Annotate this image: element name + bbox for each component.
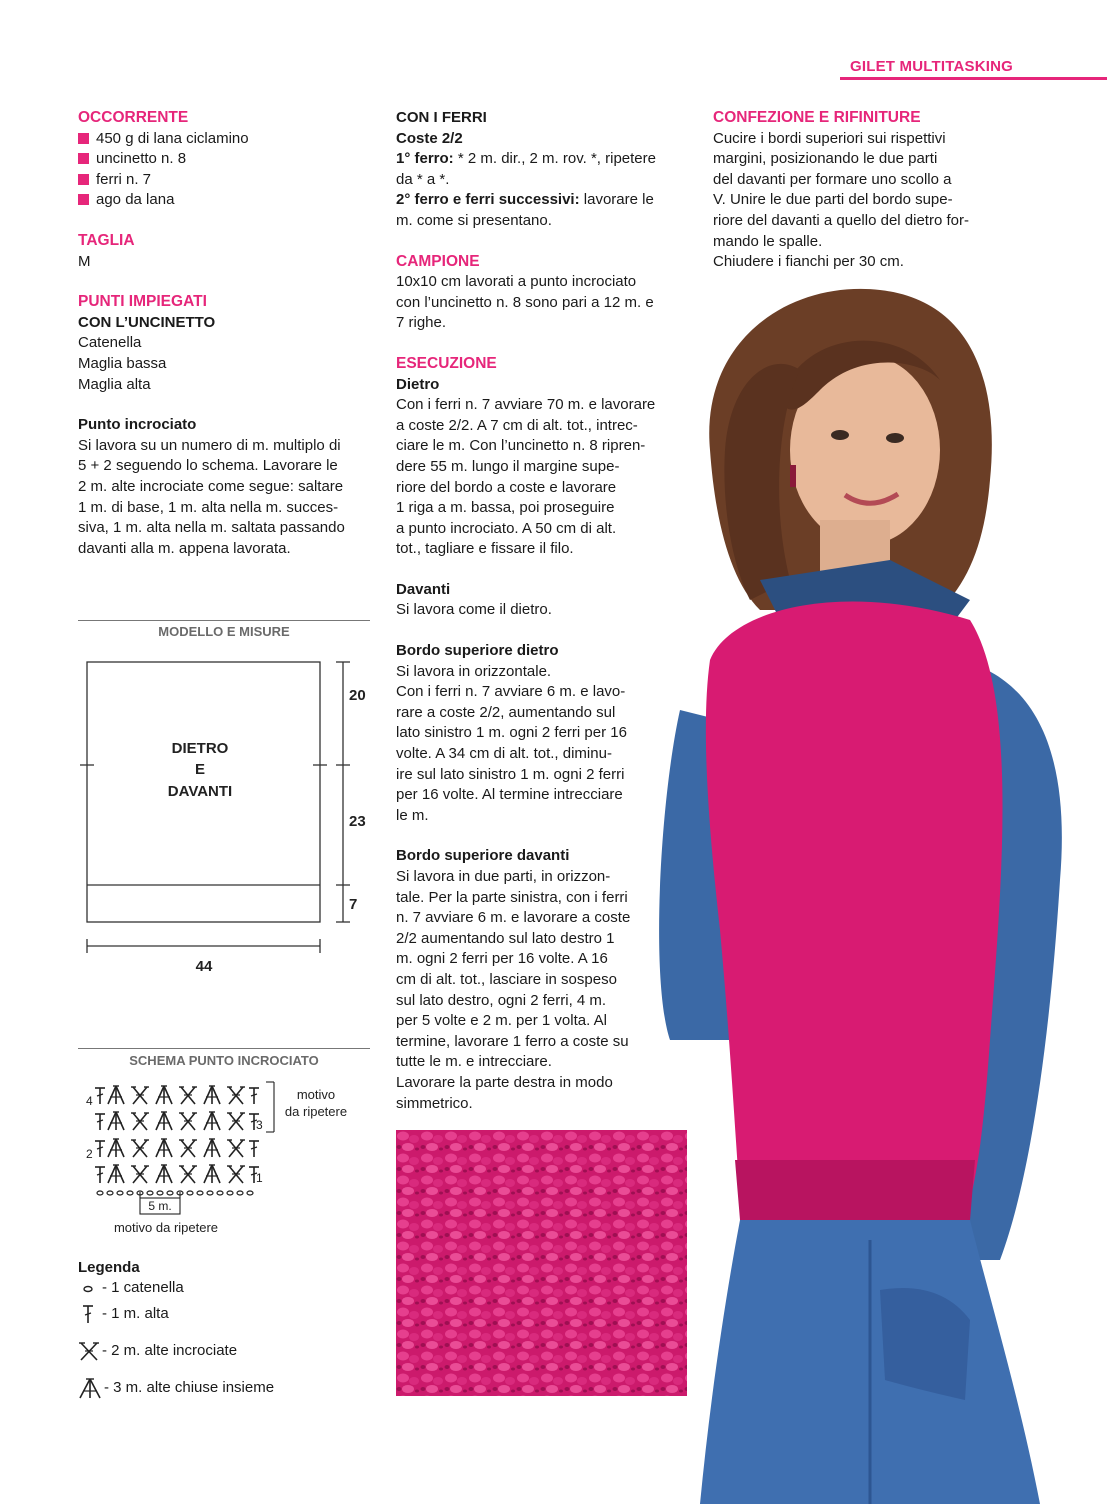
text-line: dere 55 m. lungo il margine supe- — [396, 457, 620, 475]
text-line: rare a coste 2/2, aumentando sul — [396, 703, 616, 721]
davanti-title: Davanti — [396, 580, 451, 598]
text-line: n. 7 avviare 6 m. e lavorare a coste — [396, 909, 631, 927]
material-item: 450 g di lana ciclamino — [78, 129, 372, 150]
text-line: 10x10 cm lavorati a punto incrociato — [396, 273, 637, 291]
chart-row-4 — [95, 1086, 259, 1104]
text-line: cm di alt. tot., lasciare in sospeso — [396, 970, 617, 988]
text-line: davanti alla m. appena lavorata. — [78, 539, 291, 557]
repeat-side-label: motivo — [296, 1087, 336, 1102]
section-rule — [78, 620, 370, 621]
text-line: con l’uncinetto n. 8 sono pari a 12 m. e — [396, 293, 654, 311]
schematic-diagram — [70, 650, 380, 980]
stitch-chart — [78, 1074, 378, 1244]
text-line: siva, 1 m. alta nella m. saltata passando — [78, 519, 345, 537]
taglia-value: M — [78, 252, 91, 270]
text-line: tale. Per la parte sinistra, con i ferri — [396, 888, 628, 906]
chart-row-1 — [95, 1165, 259, 1183]
text-line: volte. A 34 cm di alt. tot., diminu- — [396, 745, 612, 763]
bullet-square-icon — [78, 174, 89, 185]
measure-width: 44 — [195, 958, 213, 975]
material-item: ago da lana — [78, 190, 372, 211]
dietro-title: Dietro — [396, 375, 440, 393]
stitch-item: Catenella — [78, 334, 142, 352]
measure-middle: 23 — [349, 813, 366, 830]
page-section-title: GILET MULTITASKING — [850, 58, 1014, 75]
punto-incrociato-title: Punto incrociato — [78, 416, 197, 434]
panel-label: DIETRO — [171, 740, 229, 757]
coste-title: Coste 2/2 — [396, 129, 463, 147]
text-line: riore del davanti a quello del dietro for- — [713, 211, 969, 229]
text-line: ire sul lato sinistro 1 m. ogni 2 ferri — [396, 765, 625, 783]
text-line: 1 m. di base, 1 m. alta nella m. succes- — [78, 498, 339, 516]
stitch-item: Maglia bassa — [78, 354, 167, 372]
row-number: 1 — [256, 1171, 263, 1185]
text-line: per 16 volte. Al termine intrecciare — [396, 786, 623, 804]
legend — [78, 1258, 372, 1279]
text-line: lato sinistro 1 m. ogni 2 ferri per 16 — [396, 724, 627, 742]
text-line: sul lato destro, ogni 2 ferri, 4 m. — [396, 991, 607, 1009]
text-line: 5 + 2 seguendo lo schema. Lavorare le — [78, 457, 338, 475]
text-line: riore del bordo a coste e lavorare — [396, 478, 617, 496]
text-line: a punto incrociato. A 50 cm di alt. — [396, 519, 617, 537]
column-materials — [78, 108, 372, 559]
bullet-square-icon — [78, 194, 89, 205]
text-line: V. Unire le due parti del bordo supe- — [713, 191, 953, 209]
text-line: 2° ferro e ferri successivi: lavorare le — [396, 191, 654, 209]
bordo-dietro-title: Bordo superiore dietro — [396, 642, 559, 660]
chain-row — [97, 1191, 253, 1195]
legend-item: - 2 m. alte incrociate — [78, 1339, 237, 1363]
chart-row-2 — [95, 1139, 259, 1157]
text-line: Chiudere i fianchi per 30 cm. — [713, 253, 904, 271]
chart-row-3 — [95, 1112, 259, 1130]
header-rule — [840, 77, 1107, 80]
text-line: tutte le m. e intrecciare. — [396, 1053, 552, 1071]
subheading-uncinetto: CON L’UNCINETTO — [78, 313, 216, 331]
heading-taglia: TAGLIA — [78, 231, 135, 249]
material-item: ferri n. 7 — [78, 170, 372, 191]
text-line: Con i ferri n. 7 avviare 6 m. e lavo- — [396, 683, 626, 701]
panel-label: DAVANTI — [167, 783, 233, 800]
text-line: ciare le m. Con l’uncinetto n. 8 ripren- — [396, 437, 646, 455]
schema-label: SCHEMA PUNTO INCROCIATO — [129, 1053, 319, 1068]
repeat-count: 5 m. — [148, 1199, 172, 1213]
legend-item: - 3 m. alte chiuse insieme — [78, 1376, 274, 1400]
column-finishing — [713, 108, 1005, 273]
bordo-davanti-title: Bordo superiore davanti — [396, 847, 570, 865]
text-line: Si lavora su un numero di m. multiplo di — [78, 436, 341, 454]
repeat-bottom-label: motivo da ripetere — [113, 1220, 219, 1235]
text-line: Lavorare la parte destra in modo — [396, 1073, 613, 1091]
heading-campione: CAMPIONE — [396, 252, 480, 270]
text-line: m. come si presentano. — [396, 211, 552, 229]
heading-confezione: CONFEZIONE E RIFINITURE — [713, 109, 921, 126]
text-line: 1 riga a m. bassa, poi proseguire — [396, 499, 615, 517]
text-line: da * a *. — [396, 170, 450, 188]
text-line: per 5 volte e 2 m. per 1 volta. Al — [396, 1012, 607, 1030]
heading-con-i-ferri: CON I FERRI — [396, 109, 487, 126]
text-line: m. ogni 2 ferri per 16 volte. A 16 — [396, 950, 608, 968]
model-photo — [640, 280, 1107, 1504]
measure-top: 20 — [349, 687, 366, 704]
section-rule — [78, 1048, 370, 1049]
legend-item: - 1 catenella — [78, 1277, 184, 1299]
text-line: del davanti per formare uno scollo a — [713, 170, 952, 188]
row-number: 4 — [86, 1094, 93, 1108]
cluster-three-symbol-icon — [78, 1376, 104, 1400]
text-line: Si lavora come il dietro. — [396, 601, 552, 619]
text-line: 2/2 aumentando sul lato destro 1 — [396, 929, 615, 947]
modello-misure-label: MODELLO E MISURE — [158, 624, 290, 639]
measure-bottom: 7 — [349, 896, 358, 913]
panel-label: E — [194, 761, 206, 778]
heading-esecuzione: ESECUZIONE — [396, 354, 497, 372]
text-line: margini, posizionando le due parti — [713, 150, 938, 168]
text-line: 2 m. alte incrociate come segue: saltare — [78, 477, 344, 495]
row-number: 2 — [86, 1147, 93, 1161]
double-crochet-symbol-icon — [78, 1302, 102, 1326]
heading-occorrente: OCCORRENTE — [78, 109, 189, 126]
row-number: 3 — [256, 1118, 263, 1132]
text-line: Si lavora in due parti, in orizzon- — [396, 868, 611, 885]
text-line: le m. — [396, 806, 429, 824]
text-line: tot., tagliare e fissare il filo. — [396, 540, 574, 558]
stitch-item: Maglia alta — [78, 375, 151, 393]
text-line: a coste 2/2. A 7 cm di alt. tot., intrec- — [396, 416, 638, 434]
text-line: Cucire i bordi superiori sui rispettivi — [713, 129, 946, 147]
bullet-square-icon — [78, 153, 89, 164]
heading-punti-impiegati: PUNTI IMPIEGATI — [78, 293, 207, 311]
text-line: termine, lavorare 1 ferro a coste su — [396, 1032, 629, 1050]
legend-item: - 1 m. alta — [78, 1302, 169, 1326]
repeat-side-label: da ripetere — [284, 1104, 348, 1119]
text-line: Con i ferri n. 7 avviare 70 m. e lavorare — [396, 396, 656, 414]
text-line: 1° ferro: * 2 m. dir., 2 m. rov. *, ripetere — [396, 150, 656, 168]
text-line: Si lavora in orizzontale. — [396, 662, 552, 680]
chain-symbol-icon — [78, 1278, 102, 1298]
text-line: 7 righe. — [396, 314, 447, 332]
crossed-double-crochet-symbol-icon — [78, 1339, 102, 1363]
bullet-square-icon — [78, 133, 89, 144]
legend-title: Legenda — [78, 1259, 140, 1276]
text-line: mando le spalle. — [713, 232, 823, 250]
text-line: simmetrico. — [396, 1094, 473, 1112]
material-item: uncinetto n. 8 — [78, 149, 372, 170]
